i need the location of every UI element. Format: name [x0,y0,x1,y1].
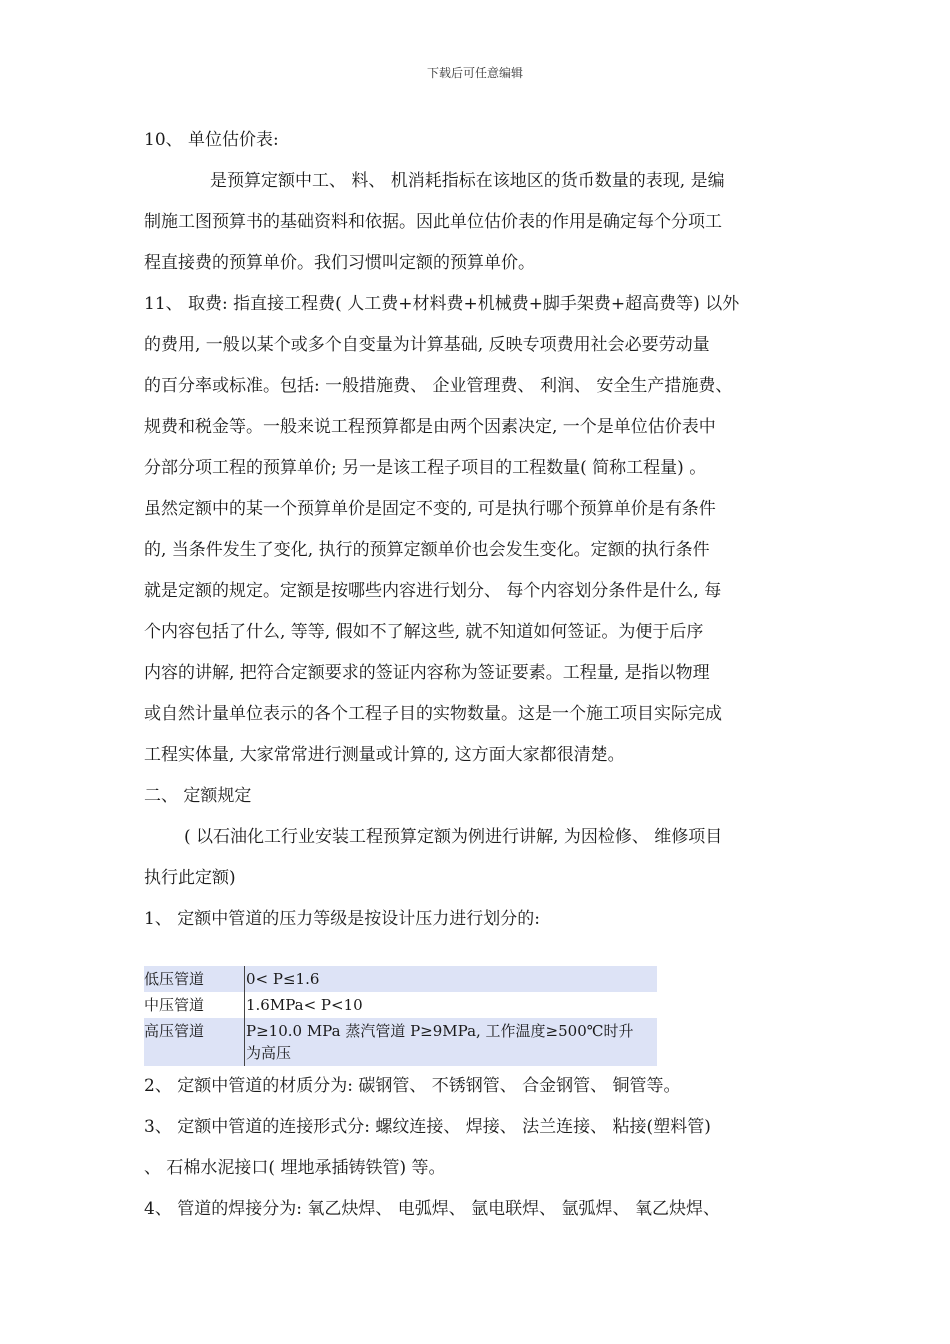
paragraph-line: 虽然定额中的某一个预算单价是固定不变的, 可是执行哪个预算单价是有条件 [144,499,716,519]
section-heading-10: 10、 单位估价表: [144,130,279,150]
paragraph-line: 的费用, 一般以某个或多个自变量为计算基础, 反映专项费用社会必要劳动量 [144,335,710,355]
table-cell-value: 0< P≤1.6 [245,966,658,992]
table-cell-value: 1.6MPa< P<10 [245,992,658,1018]
document-body [144,120,824,1230]
table-cell-name: 高压管道 [144,1018,245,1066]
table-cell-value-line: P≥10.0 MPa 蒸汽管道 P≥9MPa, 工作温度≥500℃时升 [246,1022,634,1040]
list-item-3: 3、 定额中管道的连接形式分: 螺纹连接、 焊接、 法兰连接、 粘接(塑料管) [144,1117,711,1137]
table-cell-value-line: 为高压 [246,1044,292,1062]
paragraph-line: 制施工图预算书的基础资料和依据。因此单位估价表的作用是确定每个分项工 [144,212,722,232]
paragraph-line: 执行此定额) [144,868,236,888]
table-row [144,966,657,992]
paragraph-line: 规费和税金等。一般来说工程预算都是由两个因素决定, 一个是单位估价表中 [144,417,716,437]
paragraph-line: 、 石棉水泥接口( 埋地承插铸铁管) 等。 [144,1158,446,1178]
pressure-grade-table [144,966,657,1066]
paragraph-line: 是预算定额中工、 料、 机消耗指标在该地区的货币数量的表现, 是编 [210,171,725,191]
list-item-1: 1、 定额中管道的压力等级是按设计压力进行划分的: [144,909,540,929]
section-heading-11: 11、 取费: 指直接工程费( 人工费+材料费+机械费+脚手架费+超高费等) 以外 [144,294,740,314]
paragraph-line: 个内容包括了什么, 等等, 假如不了解这些, 就不知道如何签证。为便于后序 [144,622,704,642]
paragraph-line: 工程实体量, 大家常常进行测量或计算的, 这方面大家都很清楚。 [144,745,625,765]
list-item-2: 2、 定额中管道的材质分为: 碳钢管、 不锈钢管、 合金钢管、 铜管等。 [144,1076,681,1096]
paragraph-line: 内容的讲解, 把符合定额要求的签证内容称为签证要素。工程量, 是指以物理 [144,663,710,683]
paragraph-line: 或自然计量单位表示的各个工程子目的实物数量。这是一个施工项目实际完成 [144,704,722,724]
paragraph-line: 的百分率或标准。包括: 一般措施费、 企业管理费、 利润、 安全生产措施费、 [144,376,733,396]
paragraph-line: 程直接费的预算单价。我们习惯叫定额的预算单价。 [144,253,535,273]
table-cell-value [245,1018,658,1066]
table-cell-name: 中压管道 [144,992,245,1018]
paragraph-line: 分部分项工程的预算单价; 另一是该工程子项目的工程数量( 简称工程量) 。 [144,458,707,478]
paragraph-line: 的, 当条件发生了变化, 执行的预算定额单价也会发生变化。定额的执行条件 [144,540,710,560]
table-row [144,992,657,1018]
section-heading-2: 二、 定额规定 [144,786,252,806]
paragraph-line: ( 以石油化工行业安装工程预算定额为例进行讲解, 为因检修、 维修项目 [184,827,723,847]
table-row [144,1018,657,1066]
page-header: 下载后可任意编辑 [426,66,523,80]
paragraph-line: 就是定额的规定。定额是按哪些内容进行划分、 每个内容划分条件是什么, 每 [144,581,722,601]
list-item-4: 4、 管道的焊接分为: 氧乙炔焊、 电弧焊、 氩电联焊、 氩弧焊、 氧乙炔焊、 [144,1199,720,1219]
table-cell-name: 低压管道 [144,966,245,992]
